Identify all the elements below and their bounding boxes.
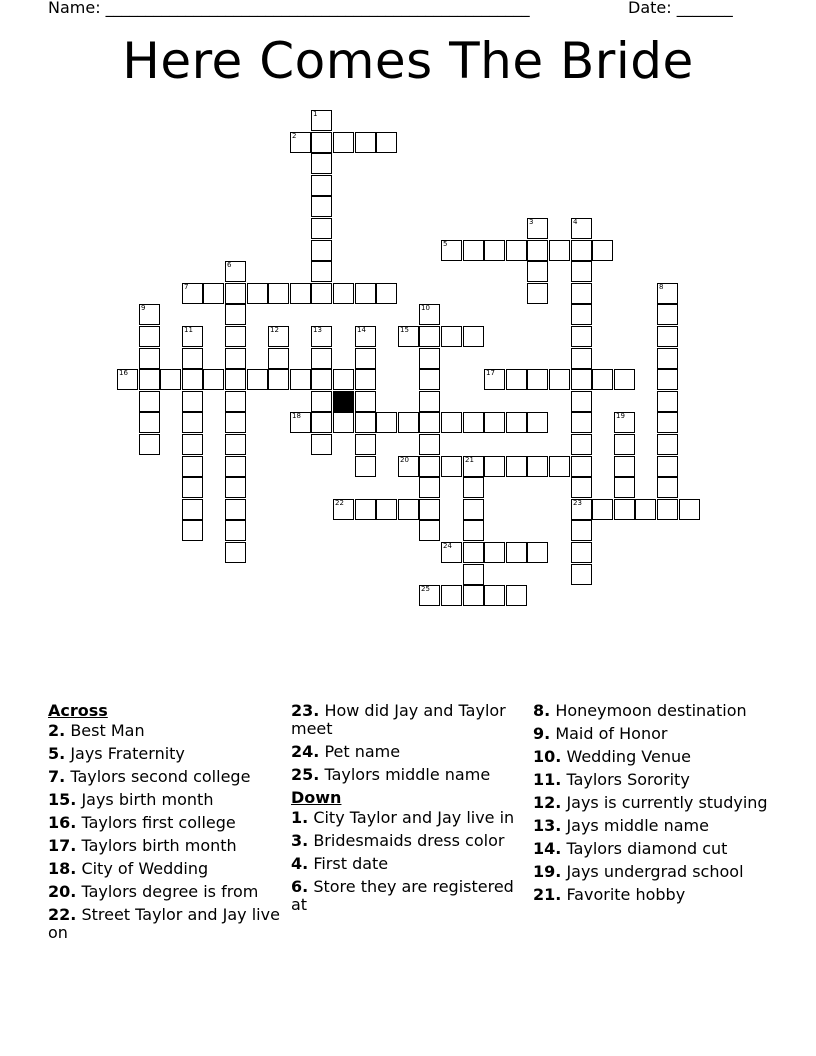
grid-cell[interactable]	[182, 499, 203, 520]
grid-cell[interactable]	[203, 369, 224, 390]
clue-number: 20	[400, 456, 409, 464]
clue-number: 22	[335, 499, 344, 507]
grid-cell[interactable]	[225, 283, 246, 304]
clue-number: 17.	[48, 836, 77, 855]
clue-number: 5	[443, 240, 448, 248]
clue-number: 12.	[533, 793, 562, 812]
grid-cell[interactable]	[290, 132, 311, 153]
grid-cell[interactable]	[441, 585, 462, 606]
grid-cell[interactable]	[376, 283, 397, 304]
grid-cell[interactable]	[311, 412, 332, 433]
grid-cell[interactable]	[527, 369, 548, 390]
clue-number: 25	[421, 585, 430, 593]
grid-cell[interactable]	[506, 542, 527, 563]
grid-cell[interactable]	[139, 304, 160, 325]
grid-cell[interactable]	[571, 304, 592, 325]
grid-cell[interactable]	[419, 412, 440, 433]
grid-cell[interactable]	[376, 132, 397, 153]
grid-cell[interactable]	[139, 369, 160, 390]
grid-cell[interactable]	[506, 412, 527, 433]
grid-cell[interactable]	[182, 434, 203, 455]
across-heading: Across	[48, 701, 108, 720]
clue-number: 1	[313, 110, 318, 118]
grid-cell[interactable]	[571, 434, 592, 455]
grid-cell[interactable]	[419, 348, 440, 369]
grid-cell[interactable]	[311, 434, 332, 455]
clue-number: 14	[357, 326, 366, 334]
grid-cell[interactable]	[571, 542, 592, 563]
clue-item	[48, 814, 280, 832]
grid-cell[interactable]	[657, 412, 678, 433]
grid-cell[interactable]	[182, 369, 203, 390]
grid-cell[interactable]	[571, 218, 592, 239]
grid-cell[interactable]	[614, 477, 635, 498]
grid-cell[interactable]	[203, 283, 224, 304]
grid-cell[interactable]	[355, 391, 376, 412]
clue-item	[533, 748, 773, 766]
clue-number: 10	[421, 304, 430, 312]
grid-cell[interactable]	[506, 240, 527, 261]
clue-number: 12	[270, 326, 279, 334]
clue-item	[291, 702, 523, 738]
grid-cell[interactable]	[463, 542, 484, 563]
clue-item	[533, 702, 773, 720]
grid-cell[interactable]	[527, 542, 548, 563]
grid-cell[interactable]	[398, 412, 419, 433]
clue-text: Taylors diamond cut	[566, 839, 728, 858]
grid-cell[interactable]	[614, 369, 635, 390]
clue-number: 23	[573, 499, 582, 507]
grid-cell[interactable]	[614, 412, 635, 433]
grid-cell[interactable]	[311, 261, 332, 282]
grid-cell[interactable]	[506, 369, 527, 390]
grid-cell[interactable]	[527, 283, 548, 304]
clue-item	[48, 883, 280, 901]
clues-column-3	[533, 702, 773, 909]
grid-cell[interactable]	[225, 520, 246, 541]
grid-cell[interactable]	[355, 348, 376, 369]
clue-number: 20.	[48, 882, 77, 901]
grid-cell[interactable]	[311, 369, 332, 390]
clue-item	[533, 886, 773, 904]
clue-number: 3	[529, 218, 534, 226]
grid-cell[interactable]	[419, 585, 440, 606]
grid-cell[interactable]	[484, 456, 505, 477]
clues-column-1	[48, 702, 280, 947]
clue-number: 16	[119, 369, 128, 377]
grid-cell[interactable]	[333, 499, 354, 520]
clue-number: 2	[292, 132, 297, 140]
clue-number: 21.	[533, 885, 562, 904]
grid-cell[interactable]	[311, 196, 332, 217]
grid-cell[interactable]	[355, 499, 376, 520]
grid-cell[interactable]	[311, 348, 332, 369]
grid-cell[interactable]	[614, 434, 635, 455]
clue-text: Taylors first college	[81, 813, 236, 832]
grid-cell[interactable]	[311, 283, 332, 304]
clue-text: City Taylor and Jay live in	[313, 808, 515, 827]
clue-text: Jays middle name	[566, 816, 709, 835]
grid-cell[interactable]	[182, 520, 203, 541]
grid-cell[interactable]	[182, 456, 203, 477]
grid-cell[interactable]	[311, 153, 332, 174]
clue-item	[48, 860, 280, 878]
clue-number: 24.	[291, 742, 320, 761]
clue-text: Taylors birth month	[81, 836, 237, 855]
grid-cell[interactable]	[506, 456, 527, 477]
clue-number: 6.	[291, 877, 309, 896]
grid-cell[interactable]	[463, 240, 484, 261]
grid-cell[interactable]	[268, 369, 289, 390]
clue-item	[48, 722, 280, 740]
grid-cell[interactable]	[311, 218, 332, 239]
grid-cell[interactable]	[182, 412, 203, 433]
grid-cell[interactable]	[225, 434, 246, 455]
grid-cell[interactable]	[484, 369, 505, 390]
grid-cell[interactable]	[657, 477, 678, 498]
grid-cell[interactable]	[527, 218, 548, 239]
grid-cell[interactable]	[268, 348, 289, 369]
grid-cell[interactable]	[463, 499, 484, 520]
clue-item	[291, 878, 523, 914]
grid-cell[interactable]	[182, 477, 203, 498]
grid-cell[interactable]	[571, 520, 592, 541]
grid-cell[interactable]	[463, 477, 484, 498]
grid-cell[interactable]	[225, 391, 246, 412]
clue-item	[291, 743, 523, 761]
clue-number: 5.	[48, 744, 66, 763]
grid-cell[interactable]	[398, 456, 419, 477]
clue-number: 10.	[533, 747, 562, 766]
grid-cell[interactable]	[571, 261, 592, 282]
grid-cell[interactable]	[333, 132, 354, 153]
grid-cell[interactable]	[139, 326, 160, 347]
grid-cell[interactable]	[657, 283, 678, 304]
clue-item	[48, 791, 280, 809]
grid-cell[interactable]	[549, 240, 570, 261]
clue-item	[48, 837, 280, 855]
grid-cell[interactable]	[463, 585, 484, 606]
grid-cell[interactable]	[441, 542, 462, 563]
grid-cell[interactable]	[506, 585, 527, 606]
grid-cell[interactable]	[571, 283, 592, 304]
grid-cell[interactable]	[225, 477, 246, 498]
grid-cell[interactable]	[225, 412, 246, 433]
grid-cell[interactable]	[419, 456, 440, 477]
grid-cell[interactable]	[571, 391, 592, 412]
grid-cell[interactable]	[657, 456, 678, 477]
grid-cell[interactable]	[484, 240, 505, 261]
clue-number: 18	[292, 412, 301, 420]
grid-cell[interactable]	[419, 434, 440, 455]
clue-text: Best Man	[70, 721, 145, 740]
clue-number: 15.	[48, 790, 77, 809]
grid-cell[interactable]	[571, 499, 592, 520]
grid-cell[interactable]	[290, 283, 311, 304]
clue-item	[291, 766, 523, 784]
grid-cell[interactable]	[225, 369, 246, 390]
clue-text: Honeymoon destination	[555, 701, 747, 720]
grid-cell[interactable]	[419, 477, 440, 498]
grid-cell[interactable]	[463, 412, 484, 433]
grid-cell[interactable]	[398, 326, 419, 347]
clue-item	[48, 745, 280, 763]
clue-item	[533, 725, 773, 743]
grid-cell[interactable]	[527, 456, 548, 477]
grid-cell[interactable]	[463, 520, 484, 541]
grid-cell[interactable]	[419, 326, 440, 347]
clue-text: Favorite hobby	[566, 885, 686, 904]
grid-cell[interactable]	[333, 283, 354, 304]
clue-text: Taylors middle name	[324, 765, 491, 784]
clue-number: 23.	[291, 701, 320, 720]
clue-text: Jays birth month	[81, 790, 214, 809]
grid-cell[interactable]	[635, 499, 656, 520]
grid-cell[interactable]	[398, 499, 419, 520]
clue-text: Maid of Honor	[555, 724, 668, 743]
clue-text: Jays undergrad school	[566, 862, 744, 881]
clue-item	[533, 794, 773, 812]
clue-text: City of Wedding	[81, 859, 209, 878]
grid-cell[interactable]	[614, 456, 635, 477]
grid-cell[interactable]	[484, 412, 505, 433]
grid-cell[interactable]	[355, 326, 376, 347]
grid-cell[interactable]	[225, 499, 246, 520]
clue-text: Taylors Sorority	[566, 770, 690, 789]
clue-item	[533, 863, 773, 881]
clue-number: 17	[486, 369, 495, 377]
grid-cell[interactable]	[441, 456, 462, 477]
grid-cell[interactable]	[571, 369, 592, 390]
grid-cell[interactable]	[463, 564, 484, 585]
clue-number: 21	[465, 456, 474, 464]
grid-cell[interactable]	[355, 456, 376, 477]
grid-cell[interactable]	[225, 304, 246, 325]
clue-text: Jays Fraternity	[70, 744, 185, 763]
grid-cell[interactable]	[657, 348, 678, 369]
clue-number: 11	[184, 326, 193, 334]
grid-cell[interactable]	[527, 240, 548, 261]
clue-number: 7	[184, 283, 189, 291]
clue-item	[291, 832, 523, 850]
clue-number: 3.	[291, 831, 309, 850]
clue-number: 2.	[48, 721, 66, 740]
clue-text: Taylors second college	[70, 767, 251, 786]
grid-cell[interactable]	[614, 499, 635, 520]
clue-number: 9	[141, 304, 146, 312]
grid-cell[interactable]	[311, 391, 332, 412]
grid-cell[interactable]	[225, 261, 246, 282]
grid-cell[interactable]	[657, 369, 678, 390]
date-field[interactable]: Date: _______	[628, 0, 733, 17]
grid-cell[interactable]	[225, 326, 246, 347]
grid-cell[interactable]	[182, 391, 203, 412]
clue-number: 1.	[291, 808, 309, 827]
clue-item	[533, 840, 773, 858]
clue-text: First date	[313, 854, 389, 873]
clue-number: 6	[227, 261, 232, 269]
grid-cell[interactable]	[311, 132, 332, 153]
clue-number: 24	[443, 542, 452, 550]
grid-cell[interactable]	[333, 412, 354, 433]
grid-cell[interactable]	[527, 412, 548, 433]
grid-cell[interactable]	[311, 240, 332, 261]
grid-cell[interactable]	[549, 456, 570, 477]
grid-cell[interactable]	[571, 326, 592, 347]
grid-cell[interactable]	[592, 369, 613, 390]
grid-cell[interactable]	[139, 391, 160, 412]
grid-cell[interactable]	[419, 391, 440, 412]
grid-cell[interactable]	[268, 326, 289, 347]
page-title: Here Comes The Bride	[122, 32, 694, 90]
clue-number: 4.	[291, 854, 309, 873]
grid-cell[interactable]	[657, 499, 678, 520]
grid-cell[interactable]	[571, 240, 592, 261]
clue-number: 19	[616, 412, 625, 420]
grid-cell[interactable]	[657, 326, 678, 347]
clue-item	[48, 768, 280, 786]
grid-cell[interactable]	[441, 412, 462, 433]
grid-cell[interactable]	[268, 283, 289, 304]
grid-cell[interactable]	[441, 326, 462, 347]
grid-cell[interactable]	[182, 283, 203, 304]
grid-cell[interactable]	[484, 585, 505, 606]
grid-cell[interactable]	[311, 175, 332, 196]
grid-cell[interactable]	[225, 348, 246, 369]
clue-number: 8	[659, 283, 664, 291]
grid-cell[interactable]	[355, 283, 376, 304]
clue-item	[291, 855, 523, 873]
grid-cell[interactable]	[355, 412, 376, 433]
clue-number: 9.	[533, 724, 551, 743]
grid-cell[interactable]	[182, 326, 203, 347]
down-heading: Down	[291, 788, 342, 807]
grid-cell[interactable]	[311, 110, 332, 131]
clue-item	[48, 906, 280, 942]
clue-text: Pet name	[324, 742, 401, 761]
grid-cell[interactable]	[484, 542, 505, 563]
grid-cell[interactable]	[571, 348, 592, 369]
clue-number: 13.	[533, 816, 562, 835]
grid-cell[interactable]	[290, 412, 311, 433]
grid-cell[interactable]	[419, 369, 440, 390]
grid-cell[interactable]	[333, 369, 354, 390]
grid-cell[interactable]	[139, 412, 160, 433]
grid-cell[interactable]	[571, 564, 592, 585]
grid-cell[interactable]	[290, 369, 311, 390]
grid-cell[interactable]	[225, 456, 246, 477]
grid-cell[interactable]	[571, 456, 592, 477]
clue-text: Wedding Venue	[566, 747, 691, 766]
clue-text: Jays is currently studying	[566, 793, 768, 812]
name-field[interactable]: Name: _____________________________________________________	[48, 0, 530, 17]
clue-number: 16.	[48, 813, 77, 832]
grid-cell[interactable]	[160, 369, 181, 390]
blocked-cell	[333, 391, 354, 412]
grid-cell[interactable]	[419, 520, 440, 541]
grid-cell[interactable]	[139, 434, 160, 455]
clue-number: 19.	[533, 862, 562, 881]
grid-cell[interactable]	[657, 434, 678, 455]
grid-cell[interactable]	[657, 391, 678, 412]
grid-cell[interactable]	[463, 456, 484, 477]
grid-cell[interactable]	[679, 499, 700, 520]
grid-cell[interactable]	[419, 304, 440, 325]
clue-number: 4	[573, 218, 578, 226]
clue-item	[533, 817, 773, 835]
clue-text: Store they are registered at	[291, 877, 514, 914]
clue-number: 22.	[48, 905, 77, 924]
clue-text: How did Jay and Taylor meet	[291, 701, 506, 738]
grid-cell[interactable]	[376, 499, 397, 520]
grid-cell[interactable]	[355, 369, 376, 390]
grid-cell[interactable]	[247, 369, 268, 390]
grid-cell[interactable]	[657, 304, 678, 325]
grid-cell[interactable]	[527, 261, 548, 282]
clue-number: 15	[400, 326, 409, 334]
clue-number: 8.	[533, 701, 551, 720]
grid-cell[interactable]	[247, 283, 268, 304]
clue-number: 14.	[533, 839, 562, 858]
grid-cell[interactable]	[376, 412, 397, 433]
grid-cell[interactable]	[225, 542, 246, 563]
clue-item	[533, 771, 773, 789]
grid-cell[interactable]	[117, 369, 138, 390]
grid-cell[interactable]	[182, 348, 203, 369]
grid-cell[interactable]	[419, 499, 440, 520]
clues-column-2	[291, 702, 523, 919]
grid-cell[interactable]	[571, 412, 592, 433]
clue-text: Taylors degree is from	[81, 882, 259, 901]
grid-cell[interactable]	[441, 240, 462, 261]
clue-item	[291, 809, 523, 827]
clue-number: 11.	[533, 770, 562, 789]
grid-cell[interactable]	[592, 240, 613, 261]
clue-number: 25.	[291, 765, 320, 784]
grid-cell[interactable]	[592, 499, 613, 520]
clue-number: 7.	[48, 767, 66, 786]
grid-cell[interactable]	[571, 477, 592, 498]
clue-text: Bridesmaids dress color	[313, 831, 505, 850]
grid-cell[interactable]	[355, 132, 376, 153]
clue-text: Street Taylor and Jay live on	[48, 905, 280, 942]
grid-cell[interactable]	[463, 326, 484, 347]
grid-cell[interactable]	[139, 348, 160, 369]
clue-number: 18.	[48, 859, 77, 878]
grid-cell[interactable]	[355, 434, 376, 455]
grid-cell[interactable]	[311, 326, 332, 347]
clue-number: 13	[313, 326, 322, 334]
grid-cell[interactable]	[549, 369, 570, 390]
